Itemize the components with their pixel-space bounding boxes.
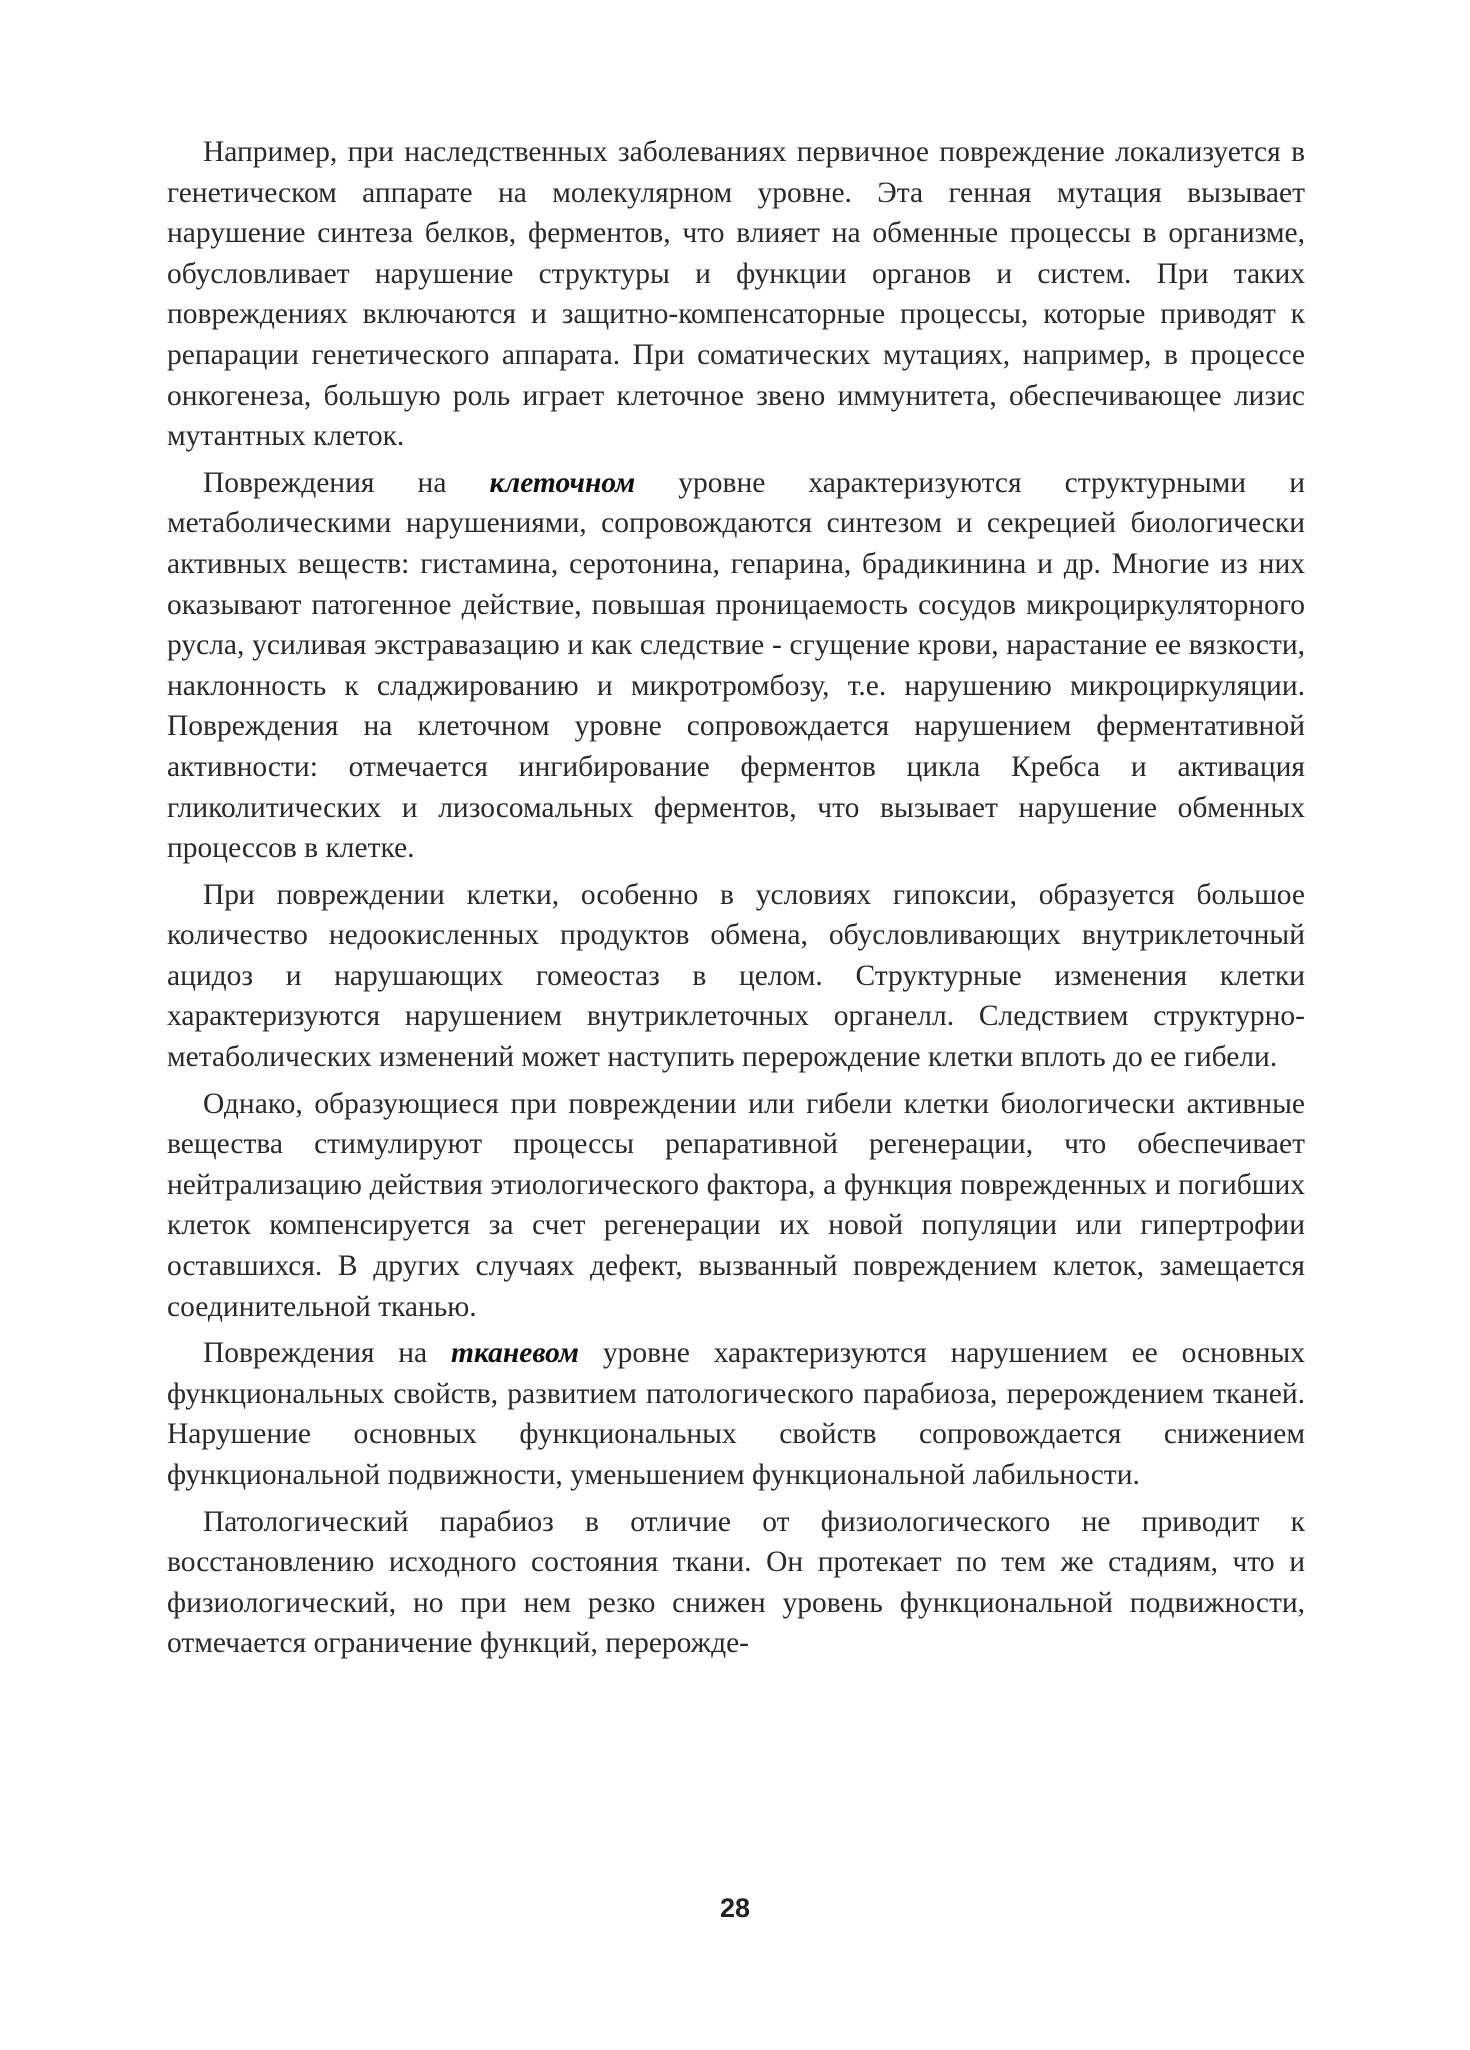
paragraph (167, 463, 1305, 869)
emphasized-term: тканевом (450, 1337, 579, 1370)
paragraph (167, 1502, 1305, 1664)
paragraph-text: Например, при наследственных заболеваниях первичное повреждение локализуется в генетическом аппарате на молекулярном уровне. Эта генная мутация вызывает нарушение синтеза белков, ферментов, что влияет на обменные процессы в организме, обусловливает нарушение структуры и функции органов и систем. При таких повреждениях включаются и защитно-компенсаторные процессы, которые приводят к репарации генетического аппарата. При соматических мутациях, например, в процессе онкогенеза, большую роль играет клеточное звено иммунитета, обеспечивающее лизис мутантных клеток. (167, 136, 1305, 453)
paragraph-text: уровне характеризуются нарушением ее основных функциональных свойств, развитием патологического парабиоза, перерождением тканей. Нарушение основных функциональных свойств сопровождается снижением функциональной подвижности, уменьшением функциональной лабильности. (167, 1337, 1305, 1491)
paragraph-text: Повреждения на (203, 1337, 451, 1370)
paragraph-text: При повреждении клетки, особенно в условиях гипоксии, образуется большое количество недоокисленных продуктов обмена, обусловливающих внутриклеточный ацидоз и нарушающих гомеостаз в целом. Структурные изменения клетки характеризуются нарушением внутриклеточных органелл. Следствием структурно-метаболических изменений может наступить перерождение клетки вплоть до ее гибели. (167, 878, 1305, 1074)
paragraph-text: Однако, образующиеся при повреждении или гибели клетки биологически активные вещества стимулируют процессы репаративной регенерации, что обеспечивает нейтрализацию действия этиологического фактора, а функция поврежденных и погибших клеток компенсируется за счет регенерации их новой популяции или гипертрофии оставшихся. В других случаях дефект, вызванный повреждением клеток, замещается соединительной тканью. (167, 1087, 1305, 1323)
paragraph (167, 1333, 1305, 1495)
paragraph-text: Патологический парабиоз в отличие от физиологического не приводит к восстановлению исходного состояния ткани. Он протекает по тем же стадиям, что и физиологический, но при нем резко снижен уровень функциональной подвижности, отмечается ограничение функций, перерожде- (167, 1505, 1305, 1660)
paragraph (167, 132, 1305, 457)
paragraph (167, 875, 1305, 1078)
paragraph (167, 1084, 1305, 1328)
body-text (167, 132, 1305, 1670)
paragraph-text: Повреждения на (203, 466, 490, 499)
paragraph-text: уровне характеризуются структурными и метаболическими нарушениями, сопровождаются синтезом и секрецией биологически активных веществ: гистамина, серотонина, гепарина, брадикинина и др. Многие из них оказывают патогенное действие, повышая проницаемость сосудов микроциркуляторного русла, усиливая экстравазацию и как следствие - сгущение крови, нарастание ее вязкости, наклонность к сладжированию и микротромбозу, т.е. нарушению микроциркуляции. Повреждения на клеточном уровне сопровождается нарушением ферментативной активности: отмечается ингибирование ферментов цикла Кребса и активация гликолитических и лизосомальных ферментов, что вызывает нарушение обменных процессов в клетке. (167, 466, 1305, 865)
emphasized-term: клеточном (489, 466, 636, 499)
page-number: 28 (719, 1893, 751, 1923)
